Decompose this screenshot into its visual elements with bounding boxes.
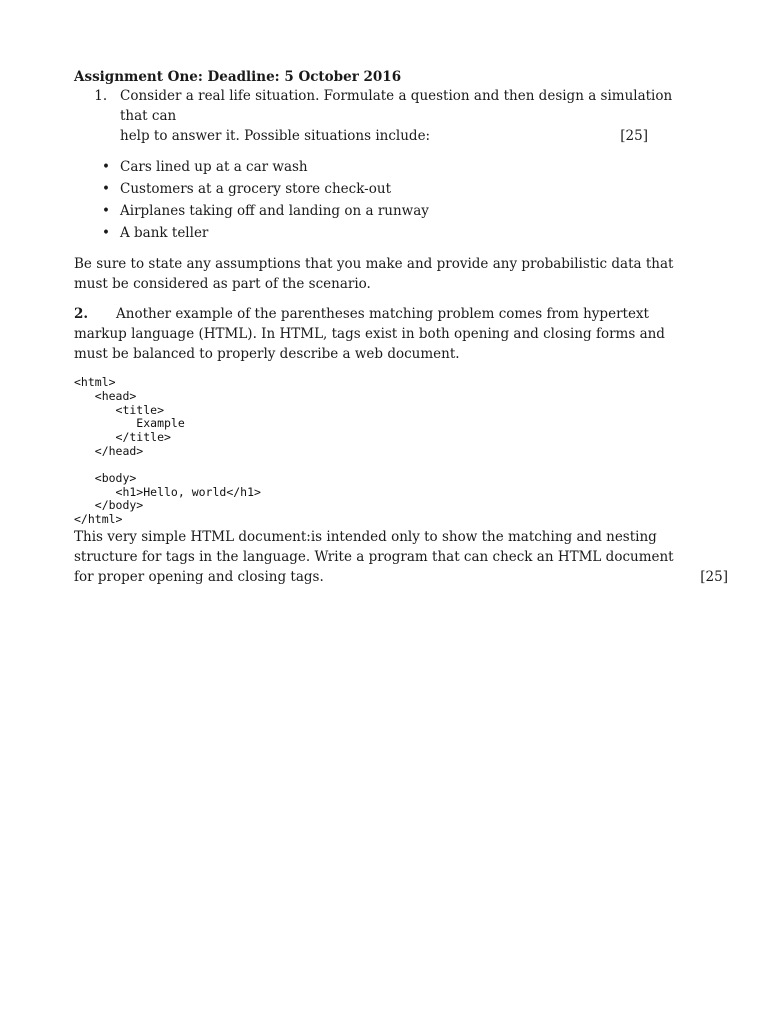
question-1-text <box>120 86 696 146</box>
assignment-title: Assignment One: Deadline: 5 October 2016 <box>74 69 402 85</box>
code-line: <body> <box>74 470 137 485</box>
question-2-number: 2. <box>74 306 89 322</box>
code-line: <html> <box>74 375 116 389</box>
bullet-icon: • <box>102 203 110 219</box>
html-code-example <box>74 376 696 527</box>
bullet-icon: • <box>102 181 110 197</box>
code-line: <title> <box>74 402 165 417</box>
list-item: • A bank teller <box>74 222 696 244</box>
code-line: <h1>Hello, world</h1> <box>74 484 261 499</box>
code-line: </html> <box>74 512 123 527</box>
question-1 <box>74 86 696 146</box>
code-line: </title> <box>74 430 171 445</box>
assumptions-paragraph: Be sure to state any assumptions that you make and provide any probabilistic data that must be considered as part of the scenario. <box>74 256 674 292</box>
list-item: • Cars lined up at a car wash <box>74 156 696 178</box>
bullet-icon: • <box>102 225 110 241</box>
code-line <box>74 459 696 472</box>
question-1-number: 1. <box>94 88 108 104</box>
code-line: Example <box>74 416 185 431</box>
code-line: </head> <box>74 443 144 458</box>
question-1-line-1: Consider a real life situation. Formulate a question and then design a simulation that can <box>120 88 673 124</box>
list-item: • Airplanes taking off and landing on a runway <box>74 200 696 222</box>
question-2-marks: [25] <box>700 568 728 585</box>
situation-list <box>74 156 696 244</box>
question-1-line-2: help to answer it. Possible situations include: <box>120 128 431 144</box>
document-page <box>74 68 728 587</box>
code-line: </body> <box>74 498 144 513</box>
list-item: • Customers at a grocery store check-out <box>74 178 696 200</box>
question-2-intro: 2. Another example of the parentheses matching problem comes from hypertext markup language (HTML). In HTML, tags exist in both opening and closing forms and must be balanced to properly describe a web document. <box>74 306 665 362</box>
bullet-icon: • <box>102 159 110 175</box>
code-line: <head> <box>74 388 137 403</box>
question-2-closing: This very simple HTML document:is intended only to show the matching and nesting structure for tags in the language. Write a program that can check an HTML document for proper opening and closing tags. [25] <box>74 528 728 585</box>
question-1-marks: [25] <box>620 128 648 144</box>
